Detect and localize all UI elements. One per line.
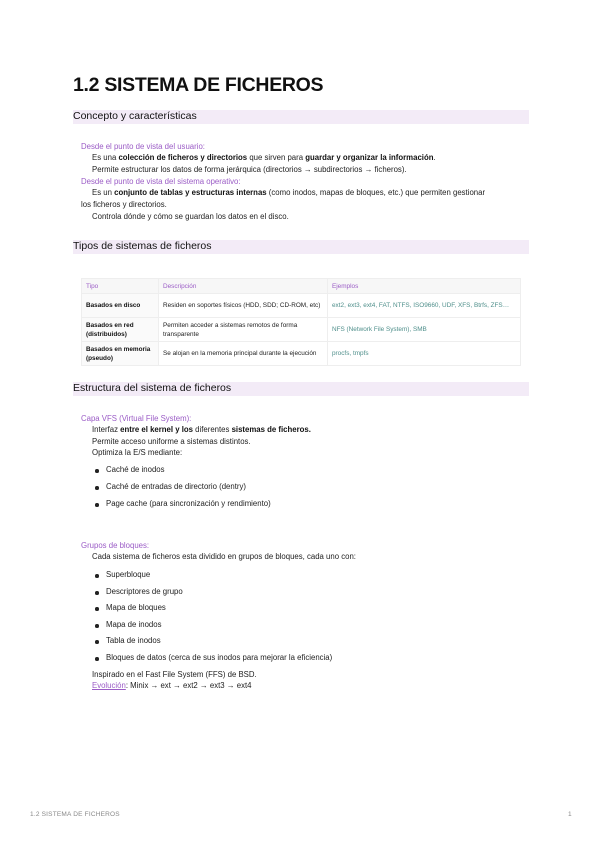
vfs-line2: Permite acceso uniforme a sistemas distintos. [92, 437, 251, 446]
bullet-dot [95, 486, 99, 490]
table-cell: Basados en red (distribuidos) [82, 318, 159, 342]
table-row [82, 294, 521, 318]
table-cell: Basados en memoria (pseudo) [82, 342, 159, 366]
list-item: Mapa de bloques [106, 603, 166, 612]
section-header-estructura: Estructura del sistema de ficheros [73, 382, 529, 396]
bullet-dot [95, 469, 99, 473]
list-item: Mapa de inodos [106, 620, 162, 629]
table-header-row [82, 279, 521, 294]
table-row [82, 318, 521, 342]
vfs-line1: Interfaz entre el kernel y los diferentes sistemas de ficheros. [92, 425, 311, 434]
user-view-p2: Permite estructurar los datos de forma jerárquica (directorios → subdirectorios → ficheros). [92, 165, 407, 174]
fs-types-table [81, 278, 521, 366]
table-header: Ejemplos [328, 279, 521, 294]
table-cell: Residen en soportes físicos (HDD, SDD; CD-ROM, etc) [159, 294, 328, 318]
table-cell: ext2, ext3, ext4, FAT, NTFS, ISO9660, UDF, XFS, Btrfs, ZFS… [328, 294, 521, 318]
os-view-label: Desde el punto de vista del sistema operativo: [81, 177, 241, 186]
list-item: Caché de entradas de directorio (dentry) [106, 482, 246, 491]
table-cell: Permiten acceder a sistemas remotos de forma transparente [159, 318, 328, 342]
vfs-label: Capa VFS (Virtual File System): [81, 414, 192, 423]
section-header-tipos: Tipos de sistemas de ficheros [73, 240, 529, 254]
table-cell: procfs, tmpfs [328, 342, 521, 366]
evolution-link[interactable]: Evolución [92, 681, 126, 690]
inspired-text: Inspirado en el Fast File System (FFS) de BSD. [92, 670, 257, 679]
user-view-p1: Es una colección de ficheros y directorios que sirven para guardar y organizar la información. [92, 153, 436, 162]
list-item: Tabla de inodos [106, 636, 161, 645]
list-item: Page cache (para sincronización y rendimiento) [106, 499, 271, 508]
bullet-dot [95, 591, 99, 595]
os-view-p1-cont: los ficheros y directorios. [81, 200, 167, 209]
bullet-dot [95, 607, 99, 611]
table-cell: Basados en disco [82, 294, 159, 318]
footer-title: 1.2 SISTEMA DE FICHEROS [30, 811, 120, 818]
list-item: Descriptores de grupo [106, 587, 183, 596]
bullet-dot [95, 574, 99, 578]
bullet-dot [95, 657, 99, 661]
table-cell: NFS (Network File System), SMB [328, 318, 521, 342]
evolution-line: Evolución: Minix → ext → ext2 → ext3 → ext4 [92, 681, 252, 690]
list-item: Superbloque [106, 570, 151, 579]
user-view-label: Desde el punto de vista del usuario: [81, 142, 205, 151]
vfs-line3: Optimiza la E/S mediante: [92, 448, 183, 457]
bullet-dot [95, 624, 99, 628]
table-cell: Se alojan en la memoria principal durante la ejecución [159, 342, 328, 366]
section-header-concepto: Concepto y características [73, 110, 529, 124]
table-header: Descripción [159, 279, 328, 294]
bullet-dot [95, 503, 99, 507]
bloques-intro: Cada sistema de ficheros esta dividido en grupos de bloques, cada uno con: [92, 552, 356, 561]
bullet-dot [95, 640, 99, 644]
list-item: Bloques de datos (cerca de sus inodos para mejorar la eficiencia) [106, 653, 333, 662]
page-title: 1.2 SISTEMA DE FICHEROS [73, 74, 324, 96]
os-view-p2: Controla dónde y cómo se guardan los datos en el disco. [92, 212, 289, 221]
bloques-label: Grupos de bloques: [81, 541, 150, 550]
table-header: Tipo [82, 279, 159, 294]
list-item: Caché de inodos [106, 465, 165, 474]
page-number: 1 [568, 811, 572, 818]
table-row [82, 342, 521, 366]
os-view-p1: Es un conjunto de tablas y estructuras internas (como inodos, mapas de bloques, etc.) que permiten gestionar [92, 188, 486, 197]
